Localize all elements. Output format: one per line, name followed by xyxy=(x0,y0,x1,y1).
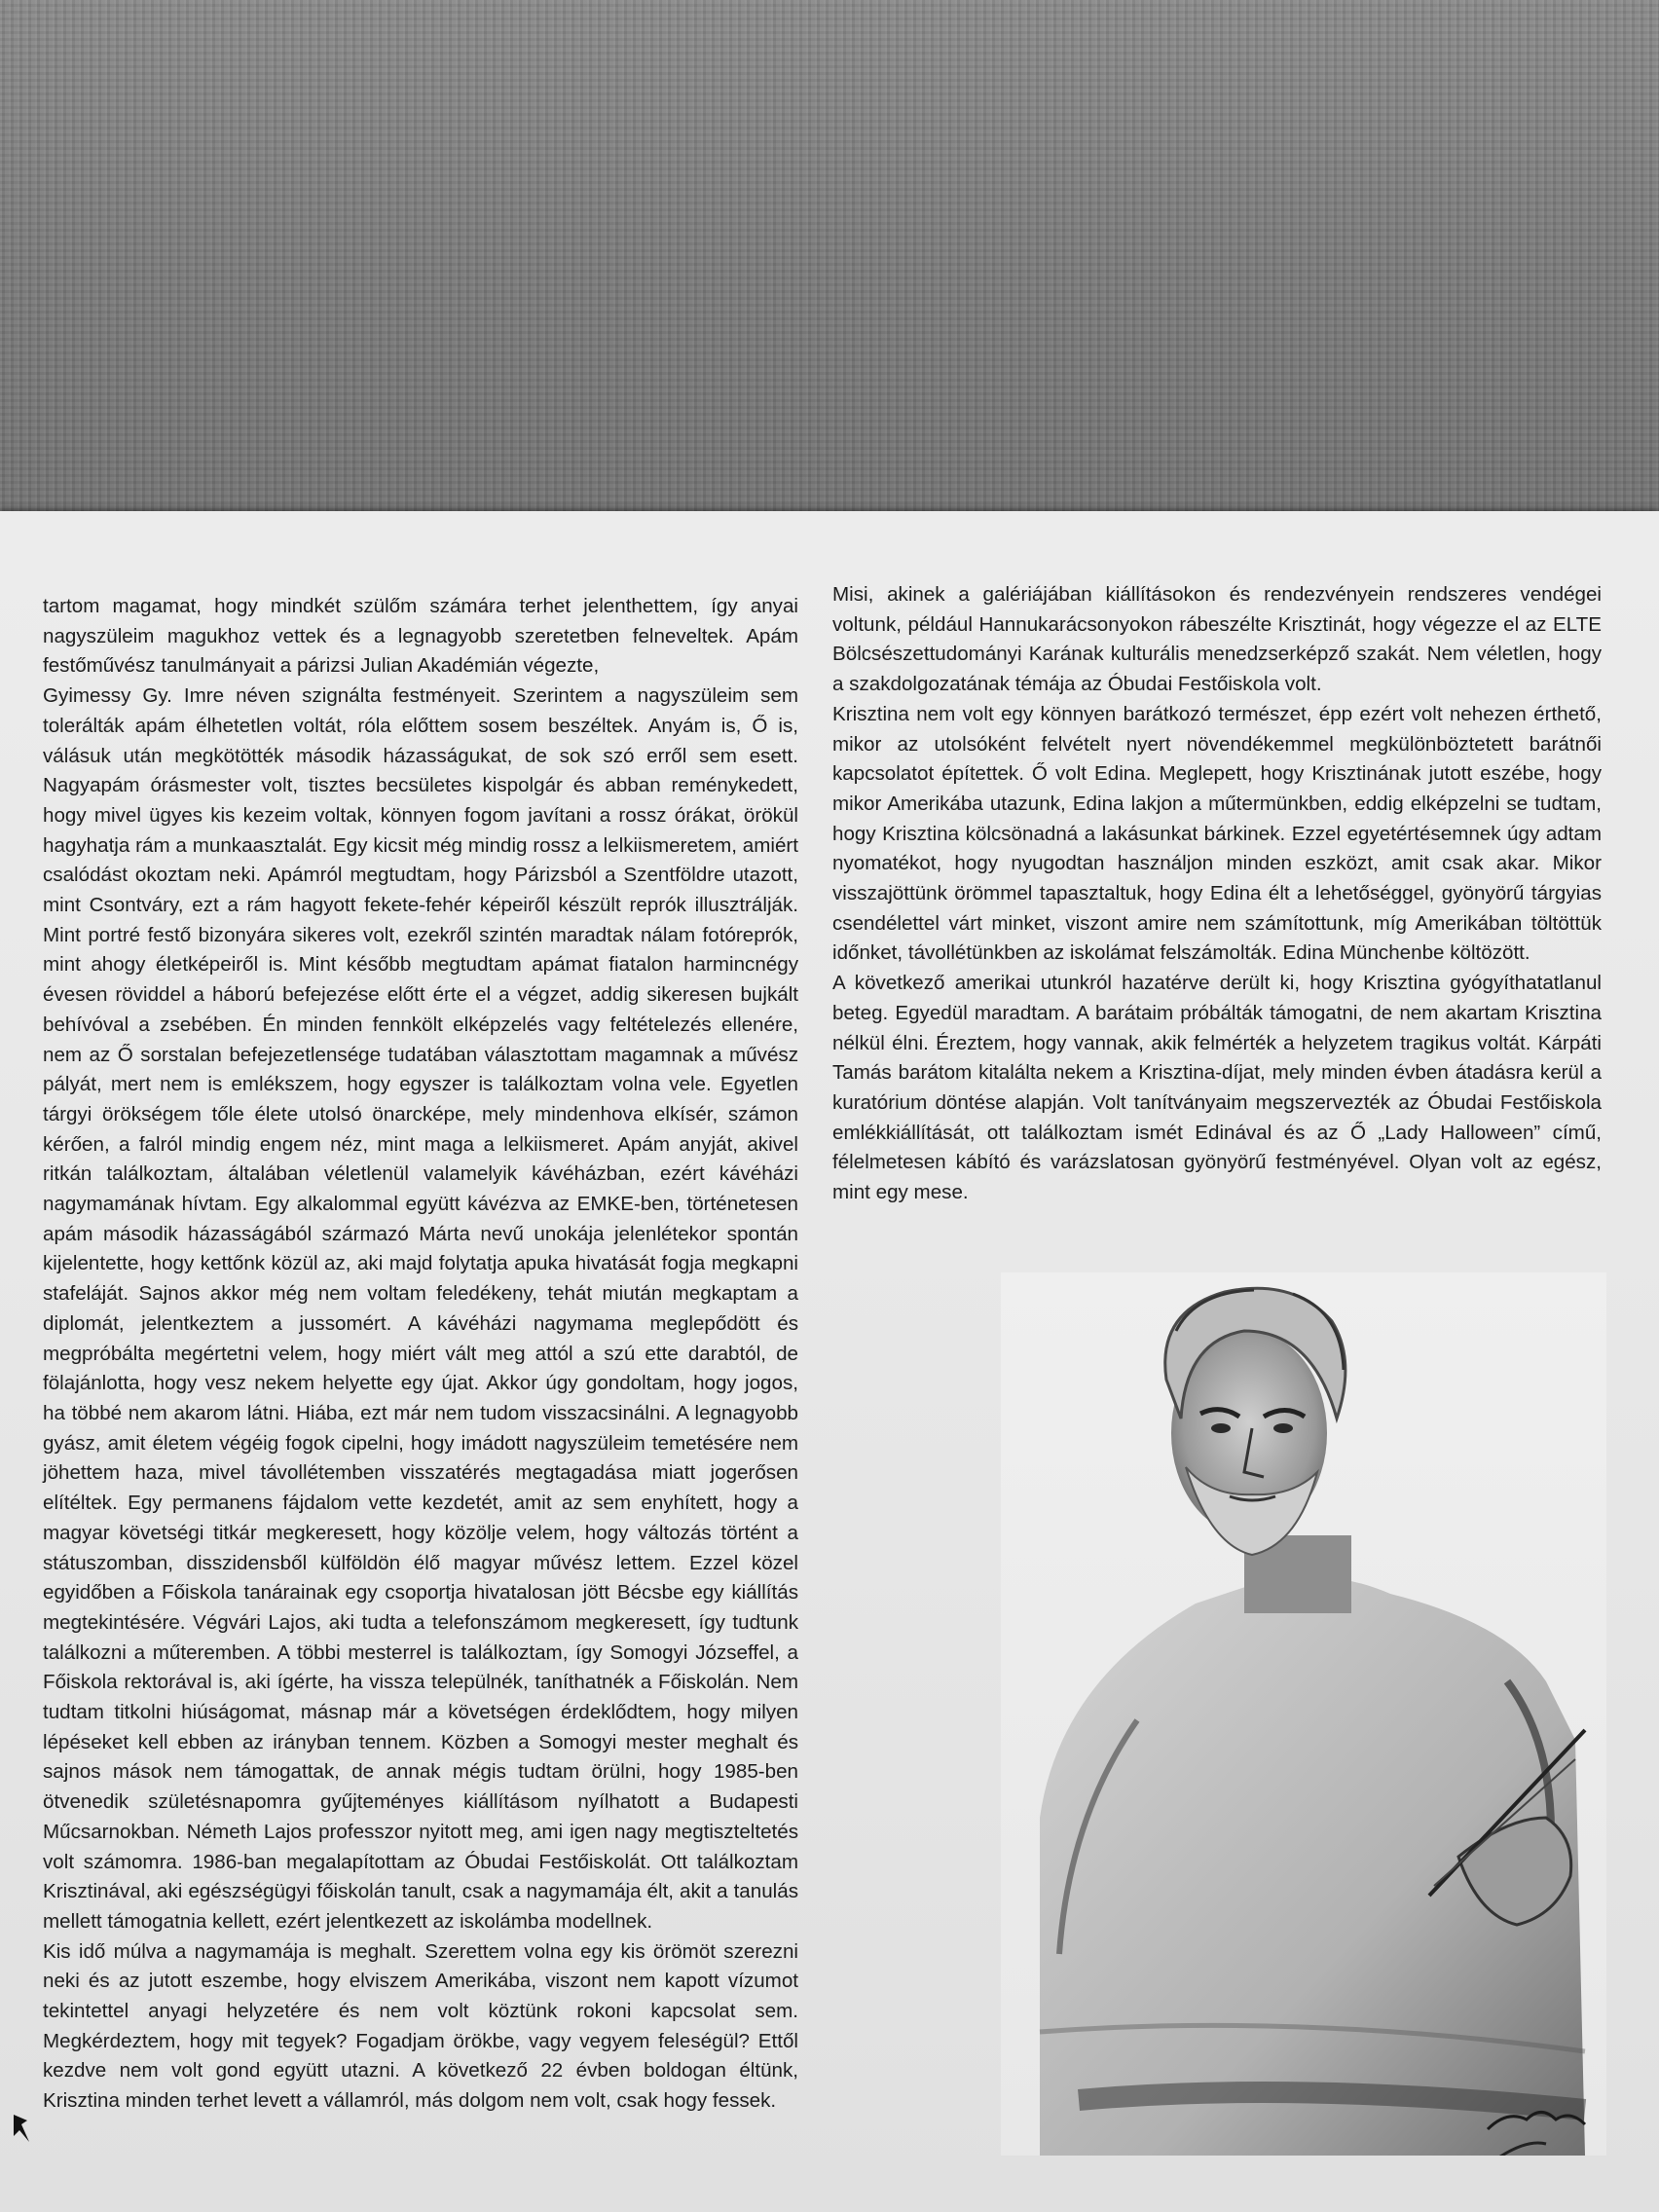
paragraph: Misi, akinek a galériájában kiállításokon és rendezvényein rendszeres vendégei voltunk, például Hannukarácsonyokon rábeszélte Krisztinát, hogy végezze el az ELTE Bölcsészettudományi Karának kulturális menedzserképző szakát. Nem véletlen, hogy a szakdolgozatának témája az Óbudai Festőiskola volt. xyxy=(832,583,1602,696)
paragraph: Krisztina nem volt egy könnyen barátkozó természet, épp ezért volt nehezen érthető, mikor az utolsóként felvételt nyert növendékemmel megkülönböztetett barátnői kapcsolatot építettek. Ő volt Edina. Meglepett, hogy Krisztinának jutott eszébe, hogy mikor Amerikába utazunk, Edina lakjon a műtermünkben, eddig elképzelni se tudtam, hogy Krisztina kölcsönadná a lakásunkat bárkinek. Ezzel egyetértésemnek úgy adtam nyomatékot, hogy nyugodtan használjon minden eszközt, amit csak akar. Mikor visszajöttünk örömmel tapasztaltuk, hogy Edina élt a lehetőséggel, gyönyörű tárgyias csendélettel várt minket, viszont amire nem számítottunk, míg Amerikában töltöttük időnket, távollétünkben az iskolámat felszámolták. Edina Münchenbe költözött. xyxy=(832,702,1602,965)
portrait-drawing xyxy=(1001,1272,1606,2156)
wall-background xyxy=(0,0,1659,545)
paragraph: tartom magamat, hogy mindkét szülőm számára terhet jelenthettem, így anyai nagyszüleim magukhoz vettek és a legnagyobb szeretetben felneveltek. Apám festőművész tanulmányait a párizsi Julian Akadémián végezte, xyxy=(43,595,798,678)
left-text-column xyxy=(43,592,798,2117)
right-text-column xyxy=(832,580,1602,1208)
paragraph: Gyimessy Gy. Imre néven szignálta festményeit. Szerintem a nagyszüleim sem tolerálták apám élhetetlen voltát, róla előttem sosem beszéltek. Anyám is, Ő is, válásuk után megkötötték második házasságukat, de sok szó erről sem esett. Nagyapám órásmester volt, tisztes becsületes kispolgár és abban reménykedett, hogy mivel ügyes kis kezeim voltak, könnyen fogom javítani a rossz órákat, örökül hagyhatja rám a munkaasztalát. Egy kicsit még mindig rossz a lelkiismeretem, amiért csalódást okoztam neki. Apámról megtudtam, hogy Párizsból a Szentföldre utazott, mint Csontváry, ezt a rám hagyott fekete-fehér képeiről készült reprók illusztrálják. Mint portré festő bizonyára sikeres volt, ezekről szintén maradtak nálam fotóreprók, mint ahogy életképeiről is. Mint később megtudtam apámat fiatalon harmincnégy évesen röviddel a háború befejezése előtt érte el a végzet, addig sikeresen bujkált behívóval a zsebében. Én minden fennkölt elképzelés vagy feltételezés ellenére, nem az Ő sorstalan befejezetlensége tudatában választottam magamnak a művész pályát, mert nem is emlékszem, hogy egyszer is találkoztam volna vele. Egyetlen tárgyi örökségem tőle élete utolsó önarcképe, mely mindenhova elkísér, számon kérően, a falról mindig engem néz, mint maga a lelkiismeret. Apám anyját, akivel ritkán találkoztam, általában véletlenül valamelyik kávéházban, ezért kávéházi nagymamának hívtam. Egy alkalommal együtt kávézva az EMKE-ben, történetesen apám második házasságából származó Márta nevű unokája jelenlétekor spontán kijelentette, hogy kettőnk közül az, aki majd folytatja apuka hivatását fogja megkapni stafeláját. Sajnos akkor még nem voltam feledékeny, tehát miután megkaptam a diplomát, jelentkeztem a jussomért. A kávéházi nagymama meglepődött és megpróbálta megértetni velem, hogy miért vált meg attól a szú ette darabtól, de fölajánlotta, hogy vesz nekem helyette egy újat. Akkor úgy gondoltam, hogy jogos, ha többé nem akarom látni. Hiába, ezt már nem tudom visszacsinálni. A legnagyobb gyász, amit életem végéig fogok cipelni, hogy imádott nagyszüleim temetésére nem jöhettem haza, mivel távollétemben visszatérés megtagadása miatt jogerősen elítéltek. Egy permanens fájdalom vette kezdetét, amit az sem enyhített, hogy a magyar követségi titkár megkeresett, hogy közölje velem, hogy változás történt a státuszomban, disszidensből külföldön élő magyar művész lettem. Ezzel közel egyidőben a Főiskola tanárainak egy csoportja hivatalosan jött Bécsbe egy kiállítás megtekintésére. Végvári Lajos, aki tudta a telefonszámom megkeresett, így tudtunk találkozni a műteremben. A többi mesterrel is találkoztam, így Somogyi Józseffel, a Főiskola rektorával is, aki ígérte, ha vissza települnék, taníthatnék a Főiskolán. Nem tudtam titkolni hiúságomat, másnap már a követségen érdeklődtem, hogy milyen lépéseket kell ebben az irányban tennem. Közben a Somogyi mester meghalt és sajnos mások nem támogattak, de annak mégis tudtam örülni, hogy 1985-ben ötvenedik születésnapomra gyűjteményes kiállításom nyílhatott a Budapesti Műcsarnokban. Németh Lajos professzor nyitott meg, ami igen nagy megtiszteltetés volt számomra. 1986-ban megalapítottam az Óbudai Festőiskolát. Ott találkoztam Krisztinával, aki egészségügyi főiskolán tanult, csak a nagymamája élt, akit a tanulás mellett támogatnia kellett, ezért jelentkezett az iskolámba modellnek. xyxy=(43,684,798,1933)
paragraph: Kis idő múlva a nagymamája is meghalt. Szerettem volna egy kis örömöt szerezni neki és az jutott eszembe, hogy elviszem Amerikába, viszont nem kapott vízumot tekintettel anyagi helyzetére és nem volt köztünk rokoni kapcsolat sem. Megkérdeztem, hogy mit tegyek? Fogadjam örökbe, vagy vegyem feleségül? Ettől kezdve nem volt gond együtt utazni. A következő 22 évben boldogan éltünk, Krisztina minden terhet levett a vállamról, más dolgom nem volt, csak hogy fessek. xyxy=(43,1939,798,2113)
page-corner-mark xyxy=(10,2111,35,2146)
paragraph: A következő amerikai utunkról hazatérve derült ki, hogy Krisztina gyógyíthatatlanul beteg. Egyedül maradtam. A barátaim próbálták támogatni, de nem akartam Krisztina nélkül élni. Éreztem, hogy vannak, akik felmérték a helyzetem tragikus voltát. Kárpáti Tamás barátom kitalálta nekem a Krisztina-díjat, mely minden évben átadásra kerül a kuratórium döntése alapján. Volt tanítványaim megszervezték az Óbudai Festőiskola emlékkiállítását, ott találkoztam ismét Edinával és az Ő „Lady Halloween” című, félelmetesen kábító és varázslatosan gyönyörű festményével. Olyan volt az egész, mint egy mese. xyxy=(832,972,1602,1204)
